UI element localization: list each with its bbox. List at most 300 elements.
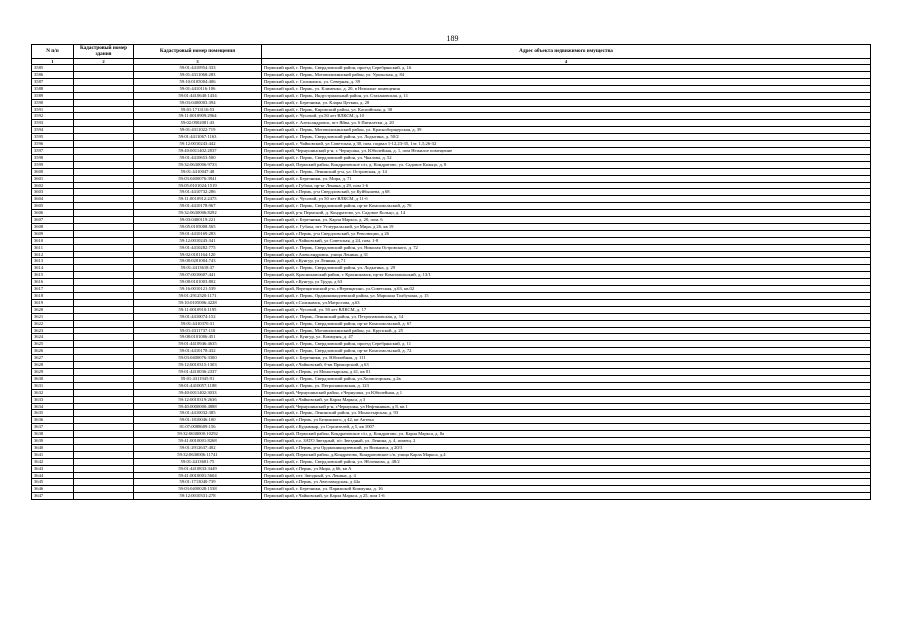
building-cadastral-number [74,217,134,224]
table-row [32,279,871,286]
row-number: 3613 [32,258,74,265]
premises-cadastral-number: 59:01:4410074:152 [134,313,262,320]
table-row [32,293,871,300]
address: Пермский край, г.Пермь, ул Монастырская, д 41, кв 01 [262,368,871,375]
premises-cadastral-number: 59:03:0400119:221 [134,217,262,224]
table-row [32,168,871,175]
premises-cadastral-number: 59:03:0400028:1538 [134,486,262,493]
premises-cadastral-number: 59:11:0010912:2475 [134,196,262,203]
table-row [32,237,871,244]
building-cadastral-number [74,479,134,486]
premises-cadastral-number: 59:01:4311068:283 [134,72,262,79]
address: Пермский край, г. Пермь, Мотовилихинский район, ул. Красноборщерская, д. 39 [262,127,871,134]
row-number: 3604 [32,196,74,203]
address: Пермский край, г.Кудымкар, ул Строителей, д 5, кв 1007 [262,424,871,431]
premises-cadastral-number: 59:12:0010319:2636 [134,396,262,403]
building-cadastral-number [74,368,134,375]
premises-cadastral-number: 59:01:4410057:1188 [134,382,262,389]
premises-cadastral-number: 59:11:0010909:2964 [134,113,262,120]
building-cadastral-number [74,348,134,355]
building-cadastral-number [74,265,134,272]
premises-cadastral-number: 59:01:4311022:719 [134,127,262,134]
building-cadastral-number [74,182,134,189]
address: Пермский край, г.Чайковский, ул Советская, д 24, пом. 1-8 [262,237,871,244]
premises-cadastral-number: 59:08:0101003:802 [134,279,262,286]
header-row [32,45,871,59]
table-row [32,486,871,493]
table-row [32,410,871,417]
address: Пермский край, г.Пермь, р-н Свердловский, ул Революции, д 26 [262,230,871,237]
building-cadastral-number [74,251,134,258]
building-cadastral-number [74,355,134,362]
building-cadastral-number [74,154,134,161]
row-number: 3594 [32,127,74,134]
table-row [32,306,871,313]
building-cadastral-number [74,272,134,279]
table-row [32,244,871,251]
premises-cadastral-number: 59:32:0630000:10292 [134,431,262,438]
row-number: 3633 [32,396,74,403]
row-number: 3641 [32,451,74,458]
table-row [32,389,871,396]
premises-cadastral-number: 59:01:4413618:37 [134,265,262,272]
address: Пермский край, г.Кунгур, ул Ленина, д 71 [262,258,871,265]
address: Пермский край, г. Александровск, пгт Яйва, ул. 6 Пятилетки, д. 20 [262,120,871,127]
address: Пермский край, г.Чайковский, ул Карла Маркса, д 3 [262,396,871,403]
premises-cadastral-number: 59:10:0105004:406 [134,78,262,85]
row-number: 3622 [32,320,74,327]
row-number: 3620 [32,306,74,313]
row-number: 3623 [32,327,74,334]
address: Пермский край, г. Пермь, Свердловский район, ул. Яблочкова, д. 48/2 [262,458,871,465]
premises-cadastral-number: 59:02:0101164:120 [134,251,262,258]
premises-cadastral-number: 59:01:4410640:1434 [134,92,262,99]
premises-cadastral-number: 59:08:0201004:743 [134,258,262,265]
row-number: 3624 [32,334,74,341]
table-row [32,134,871,141]
premises-cadastral-number: 59:01:4311737:110 [134,327,262,334]
building-cadastral-number [74,203,134,210]
table-row [32,355,871,362]
building-cadastral-number [74,99,134,106]
header-address: Адрес объекта недвижимого имущества [262,45,871,59]
table-row [32,141,871,148]
premises-cadastral-number: 59:07:0010607:441 [134,272,262,279]
premises-cadastral-number: 59:01:2912520:1171 [134,293,262,300]
table-row [32,348,871,355]
row-number: 3629 [32,368,74,375]
premises-cadastral-number: 59:01:4410036:2337 [134,368,262,375]
header-building-cadastral: Кадастровый номер здания [74,45,134,59]
table-row [32,451,871,458]
table-row [32,127,871,134]
row-number: 3634 [32,403,74,410]
table-row [32,375,871,382]
building-cadastral-number [74,293,134,300]
address: Пермский край, Пермский район, д.Кондратово, Кондратовское с/п, улица Карла Маркса, д.4 [262,451,871,458]
table-row [32,223,871,230]
premises-cadastral-number: 59:32:0630006:11741 [134,451,262,458]
page-number: 189 [446,34,459,43]
header-premises-cadastral: Кадастровый номер помещения [134,45,262,59]
building-cadastral-number [74,417,134,424]
table-row [32,147,871,154]
row-number: 3614 [32,265,74,272]
address: Пермский край, г. Пермь, Кировский район, ул. Каспийская, д. 30 [262,106,871,113]
premises-cadastral-number: 59:01:4311945:91 [134,375,262,382]
address: Пермский край, г. Пермь, Орджоникидзевский район, ул. Маршала Толбухина, д. 15 [262,293,871,300]
address: Пермский край, р-н Пермский, д. Кондратово, ул. Садовое Кольцо, д. 14 [262,210,871,217]
address: Пермский край, г.о. ЗАТО Звездный, п/г. Звездный, ул. Ленина, д. 4, помещ. 2 [262,438,871,445]
premises-cadastral-number: 59:01:4410116:106 [134,85,262,92]
row-number: 3615 [32,272,74,279]
table-row [32,154,871,161]
property-table [31,44,871,500]
table-row [32,113,871,120]
row-number: 3601 [32,175,74,182]
premises-cadastral-number: 59:01:4410169:283 [134,230,262,237]
address: Пермский край, Чернушинский район, г.Чернушка, ул Юбилейная, д 1 [262,389,871,396]
table-row [32,479,871,486]
row-number: 3593 [32,120,74,127]
table-row [32,99,871,106]
column-number: 4 [262,58,871,65]
row-number: 3645 [32,479,74,486]
row-number: 3639 [32,438,74,445]
address: Пермский край, Чернушинский р-н, г. Чернушка, ул. Юбилейная, д. 1, пом Нежилое помещение [262,147,871,154]
building-cadastral-number [74,451,134,458]
address: Пермский край, г. Пермь, Свердловский район, пр-кт Комсомольский, д. 70 [262,203,871,210]
premises-cadastral-number: 59:01:4410833:3449 [134,465,262,472]
row-number: 3598 [32,154,74,161]
building-cadastral-number [74,72,134,79]
premises-cadastral-number: 59:03:0400076:3941 [134,175,262,182]
row-number: 3599 [32,161,74,168]
building-cadastral-number [74,120,134,127]
address: Пермский край, г. Чайковский, ул Советская, д 30, пом. подвал 1-12,23-35, 1эт. 1,5,26-32 [262,141,871,148]
address: Пермский край, г. Чусовой, ул. 50 лет ВЛКСМ, д. 17 [262,306,871,313]
premises-cadastral-number: 59:01:4410732:286 [134,189,262,196]
table-row [32,161,871,168]
row-number: 3610 [32,237,74,244]
row-number: 3587 [32,78,74,85]
table-row [32,258,871,265]
building-cadastral-number [74,175,134,182]
building-cadastral-number [74,327,134,334]
building-cadastral-number [74,113,134,120]
building-cadastral-number [74,320,134,327]
header-num: N п/п [32,45,74,59]
address: Пермский край, Краснокамский район, г. Краснокамск, пр-кт Комсомольский, д. 13/1 [262,272,871,279]
row-number: 3609 [32,230,74,237]
row-number: 3638 [32,431,74,438]
table-row [32,417,871,424]
address: Пермский край, г. Пермь, Ленинский район, ул. Монастырская, д. 93 [262,410,871,417]
building-cadastral-number [74,196,134,203]
building-cadastral-number [74,341,134,348]
table-row [32,313,871,320]
premises-cadastral-number: 59:03:0400076:3300 [134,355,262,362]
row-number: 3585 [32,65,74,72]
row-number: 3616 [32,279,74,286]
address: Пермский край, г. Пермь, ул. Петропавловская, д. 123 [262,382,871,389]
table-row [32,182,871,189]
premises-cadastral-number: 59:40:0011402:3033 [134,389,262,396]
table-row [32,189,871,196]
row-number: 3637 [32,424,74,431]
building-cadastral-number [74,210,134,217]
building-cadastral-number [74,472,134,479]
building-cadastral-number [74,168,134,175]
premises-cadastral-number: 59:01:4410282:775 [134,244,262,251]
premises-cadastral-number: 59:41:0010001:5604 [134,472,262,479]
building-cadastral-number [74,299,134,306]
address: Пермский край, г. Пермь, Свердловский район, ул. Чкалова, д. 52 [262,154,871,161]
building-cadastral-number [74,493,134,500]
address: Пермский край, г. Пермь, Мотовилихинский район, ул. Крупской, д. 25 [262,327,871,334]
premises-cadastral-number: 59:12:0010243:442 [134,141,262,148]
row-number: 3612 [32,251,74,258]
column-number: 1 [32,58,74,65]
row-number: 3630 [32,375,74,382]
row-number: 3600 [32,168,74,175]
row-number: 3606 [32,210,74,217]
building-cadastral-number [74,403,134,410]
row-number: 3589 [32,92,74,99]
building-cadastral-number [74,444,134,451]
table-row [32,327,871,334]
table-row [32,396,871,403]
table-row [32,92,871,99]
address: Пермский край, г. Кунгур, ул. Коммуны, д. 47 [262,334,871,341]
row-number: 3632 [32,389,74,396]
premises-cadastral-number: 59:01:4410370:31 [134,320,262,327]
table-row [32,299,871,306]
table-row [32,175,871,182]
address: Пермский край, г. Пермь, ул. Клименко, д. 20, в Нежилые помещения [262,85,871,92]
premises-cadastral-number: 59:05:0101024:1519 [134,182,262,189]
row-number: 3636 [32,417,74,424]
address: Пермский край, г.Чайковский, ул Карла Маркса, д 25, пом 1-6 [262,493,871,500]
building-cadastral-number [74,396,134,403]
premises-cadastral-number: 59:40:0011402:2837 [134,147,262,154]
table-row [32,424,871,431]
building-cadastral-number [74,465,134,472]
building-cadastral-number [74,389,134,396]
address: Пермский край, г. Березники, ул. Клары Цеткин, д. 28 [262,99,871,106]
premises-cadastral-number: 59:40:0000000:4888 [134,403,262,410]
address: Пермский край, г. Соликамск, ул. Северная, д. 39 [262,78,871,85]
premises-cadastral-number: 59:16:0010121:539 [134,286,262,293]
row-number: 3625 [32,341,74,348]
row-number: 3618 [32,293,74,300]
row-number: 3597 [32,147,74,154]
building-cadastral-number [74,141,134,148]
table-row [32,382,871,389]
address: Пермский край, Пермский район, Кондратовское с/п, д. Кондратово, ул. Карла Маркса, д. 8а [262,431,871,438]
address: Пермский край, г.Губаха, пр-кт Ленина, д 29, пом 1-6 [262,182,871,189]
premises-cadastral-number: 59:11:0010910:1195 [134,306,262,313]
building-cadastral-number [74,147,134,154]
table-row [32,458,871,465]
address: Пермский край, г. Березники, ул. Парижской Коммуны, д. 16 [262,486,871,493]
premises-cadastral-number: 59:05:0105008:565 [134,223,262,230]
table-row [32,286,871,293]
premises-cadastral-number: 59:32:0630006:9733 [134,161,262,168]
building-cadastral-number [74,106,134,113]
building-cadastral-number [74,92,134,99]
row-number: 3605 [32,203,74,210]
premises-cadastral-number: 59:01:4413601:75 [134,458,262,465]
row-number: 3643 [32,465,74,472]
premises-cadastral-number: 59:41:0010001:8268 [134,438,262,445]
table-row [32,196,871,203]
address: Пермский край, г. Березники, ул. Юбилейная, д. 111 [262,355,871,362]
address: Пермский край, г. Пермь, Свердловский район, пр-кт Комсомольский, д. 67 [262,320,871,327]
building-cadastral-number [74,362,134,369]
building-cadastral-number [74,65,134,72]
row-number: 3602 [32,182,74,189]
row-number: 3596 [32,141,74,148]
table-row [32,368,871,375]
address: Пермский край, г.Кунгур, ул Труда, д 63 [262,279,871,286]
table-row [32,203,871,210]
building-cadastral-number [74,237,134,244]
building-cadastral-number [74,134,134,141]
building-cadastral-number [74,244,134,251]
row-number: 3591 [32,106,74,113]
address: Пермский край, г. Пермь, Свердловский район, ул. Лодыгина, д. 29 [262,265,871,272]
premises-cadastral-number: 59:01:1810046:100 [134,417,262,424]
table-row [32,85,871,92]
address: Пермский край, г. Пермь, Свердловский район, ул. Николая Островского, д. 72 [262,244,871,251]
premises-cadastral-number: 59:01:4410032:385 [134,410,262,417]
table-row [32,444,871,451]
row-number: 3619 [32,299,74,306]
table-row [32,362,871,369]
building-cadastral-number [74,486,134,493]
table-row [32,431,871,438]
premises-cadastral-number: 59:01:4410178:432 [134,348,262,355]
table-row [32,106,871,113]
building-cadastral-number [74,382,134,389]
building-cadastral-number [74,375,134,382]
premises-cadastral-number: 59:01:4411067:1163 [134,134,262,141]
address: Пермский край, г.Пермь, ул Белинского, д 42, кв Аптека [262,417,871,424]
building-cadastral-number [74,458,134,465]
table-row [32,265,871,272]
row-number: 3595 [32,134,74,141]
premises-cadastral-number: 81:07:0088609:156 [134,424,262,431]
building-cadastral-number [74,85,134,92]
row-number: 3617 [32,286,74,293]
table-row [32,251,871,258]
address: Пермский край, г. Губаха, пгт Углеуральский, ул Мира, д 26, кв 19 [262,223,871,230]
row-number: 3646 [32,486,74,493]
row-number: 3631 [32,382,74,389]
row-number: 3644 [32,472,74,479]
row-number: 3628 [32,362,74,369]
building-cadastral-number [74,258,134,265]
row-number: 3608 [32,223,74,230]
premises-cadastral-number: 59:12:0010243:341 [134,237,262,244]
address: Пермский край, Пермский район, Кондратовское с/п, д. Кондратово, ул. Садовое Кольцо, д. 8 [262,161,871,168]
table-row [32,65,871,72]
premises-cadastral-number: 59:10:0105006:4228 [134,299,262,306]
address: Пермский край, г.Чайковский, б-кв Приморский, д 63 [262,362,871,369]
column-number: 2 [74,58,134,65]
table-row [32,230,871,237]
building-cadastral-number [74,410,134,417]
table-row [32,438,871,445]
address: Пермский край, г.Пермь, ул Автозаводская, д 44а [262,479,871,486]
column-number: 3 [134,58,262,65]
row-number: 3647 [32,493,74,500]
address: Пермский край, г. Пермь, Ленинский р-н, ул. Островская, д. 14 [262,168,871,175]
address: Пермский край, Верещагинский р-н, г.Верещагино, ул.Советская, д.63, кв.02 [262,286,871,293]
building-cadastral-number [74,78,134,85]
row-number: 3586 [32,72,74,79]
row-number: 3627 [32,355,74,362]
table-row [32,493,871,500]
building-cadastral-number [74,424,134,431]
row-number: 3611 [32,244,74,251]
address: Пермский край, Чернушинский р-н, г.Чернушка, ул Нефтяников, д 8, кв 1 [262,403,871,410]
address: Пермский край, г. Пермь, Ленинский район, ул. Петропавловская, д. 14 [262,313,871,320]
row-number: 3635 [32,410,74,417]
address: Пермский край, г.Александровск, улица Ленина, д 31 [262,251,871,258]
table-row [32,341,871,348]
building-cadastral-number [74,161,134,168]
address: Пермский край, г. Пермь, Свердловский район, пр-кт Комсомольский, д. 72 [262,348,871,355]
building-cadastral-number [74,286,134,293]
table-row [32,217,871,224]
address: Пермский край, г. Пермь, Свердловский район, проезд Серебрянский, д. 16 [262,65,871,72]
premises-cadastral-number: 59:32:0630006:8292 [134,210,262,217]
premises-cadastral-number: 59:03:0400003:394 [134,99,262,106]
table-row [32,472,871,479]
building-cadastral-number [74,334,134,341]
premises-cadastral-number: 59:12:0010331:278 [134,493,262,500]
address: Пермский край, г. Пермь, Мотовилихинский район, ул. Уральская, д. 84 [262,72,871,79]
address: Пермский край, г. Березники, ул. Карла Маркса, д. 20, пом. 6 [262,217,871,224]
premises-cadastral-number: 59:01:4410954:333 [134,65,262,72]
row-number: 3607 [32,217,74,224]
address: Пермский край, г.Пермь, ул Мира, д 66, кв А [262,465,871,472]
premises-cadastral-number: 59:12:0010315:1303 [134,362,262,369]
building-cadastral-number [74,223,134,230]
building-cadastral-number [74,230,134,237]
address: Пермский край, пгт. Звездный, ул. Ленина, д. 4 [262,472,871,479]
building-cadastral-number [74,313,134,320]
address: Пермский край, г. Березники, ул. Мира, д. 71 [262,175,871,182]
address: Пермский край, г. Чусовой, ул 50 лет ВЛКСМ, д 11-б [262,196,871,203]
row-number: 3642 [32,458,74,465]
table-row [32,334,871,341]
building-cadastral-number [74,306,134,313]
row-number: 3621 [32,313,74,320]
row-number: 3626 [32,348,74,355]
row-number: 3588 [32,85,74,92]
row-number: 3592 [32,113,74,120]
building-cadastral-number [74,127,134,134]
table-row [32,320,871,327]
building-cadastral-number [74,431,134,438]
row-number: 3590 [32,99,74,106]
address: Пермский край, г. Пермь, Свердловский район, проезд Серебрянский, д. 11 [262,341,871,348]
table-row [32,78,871,85]
row-number: 3603 [32,189,74,196]
